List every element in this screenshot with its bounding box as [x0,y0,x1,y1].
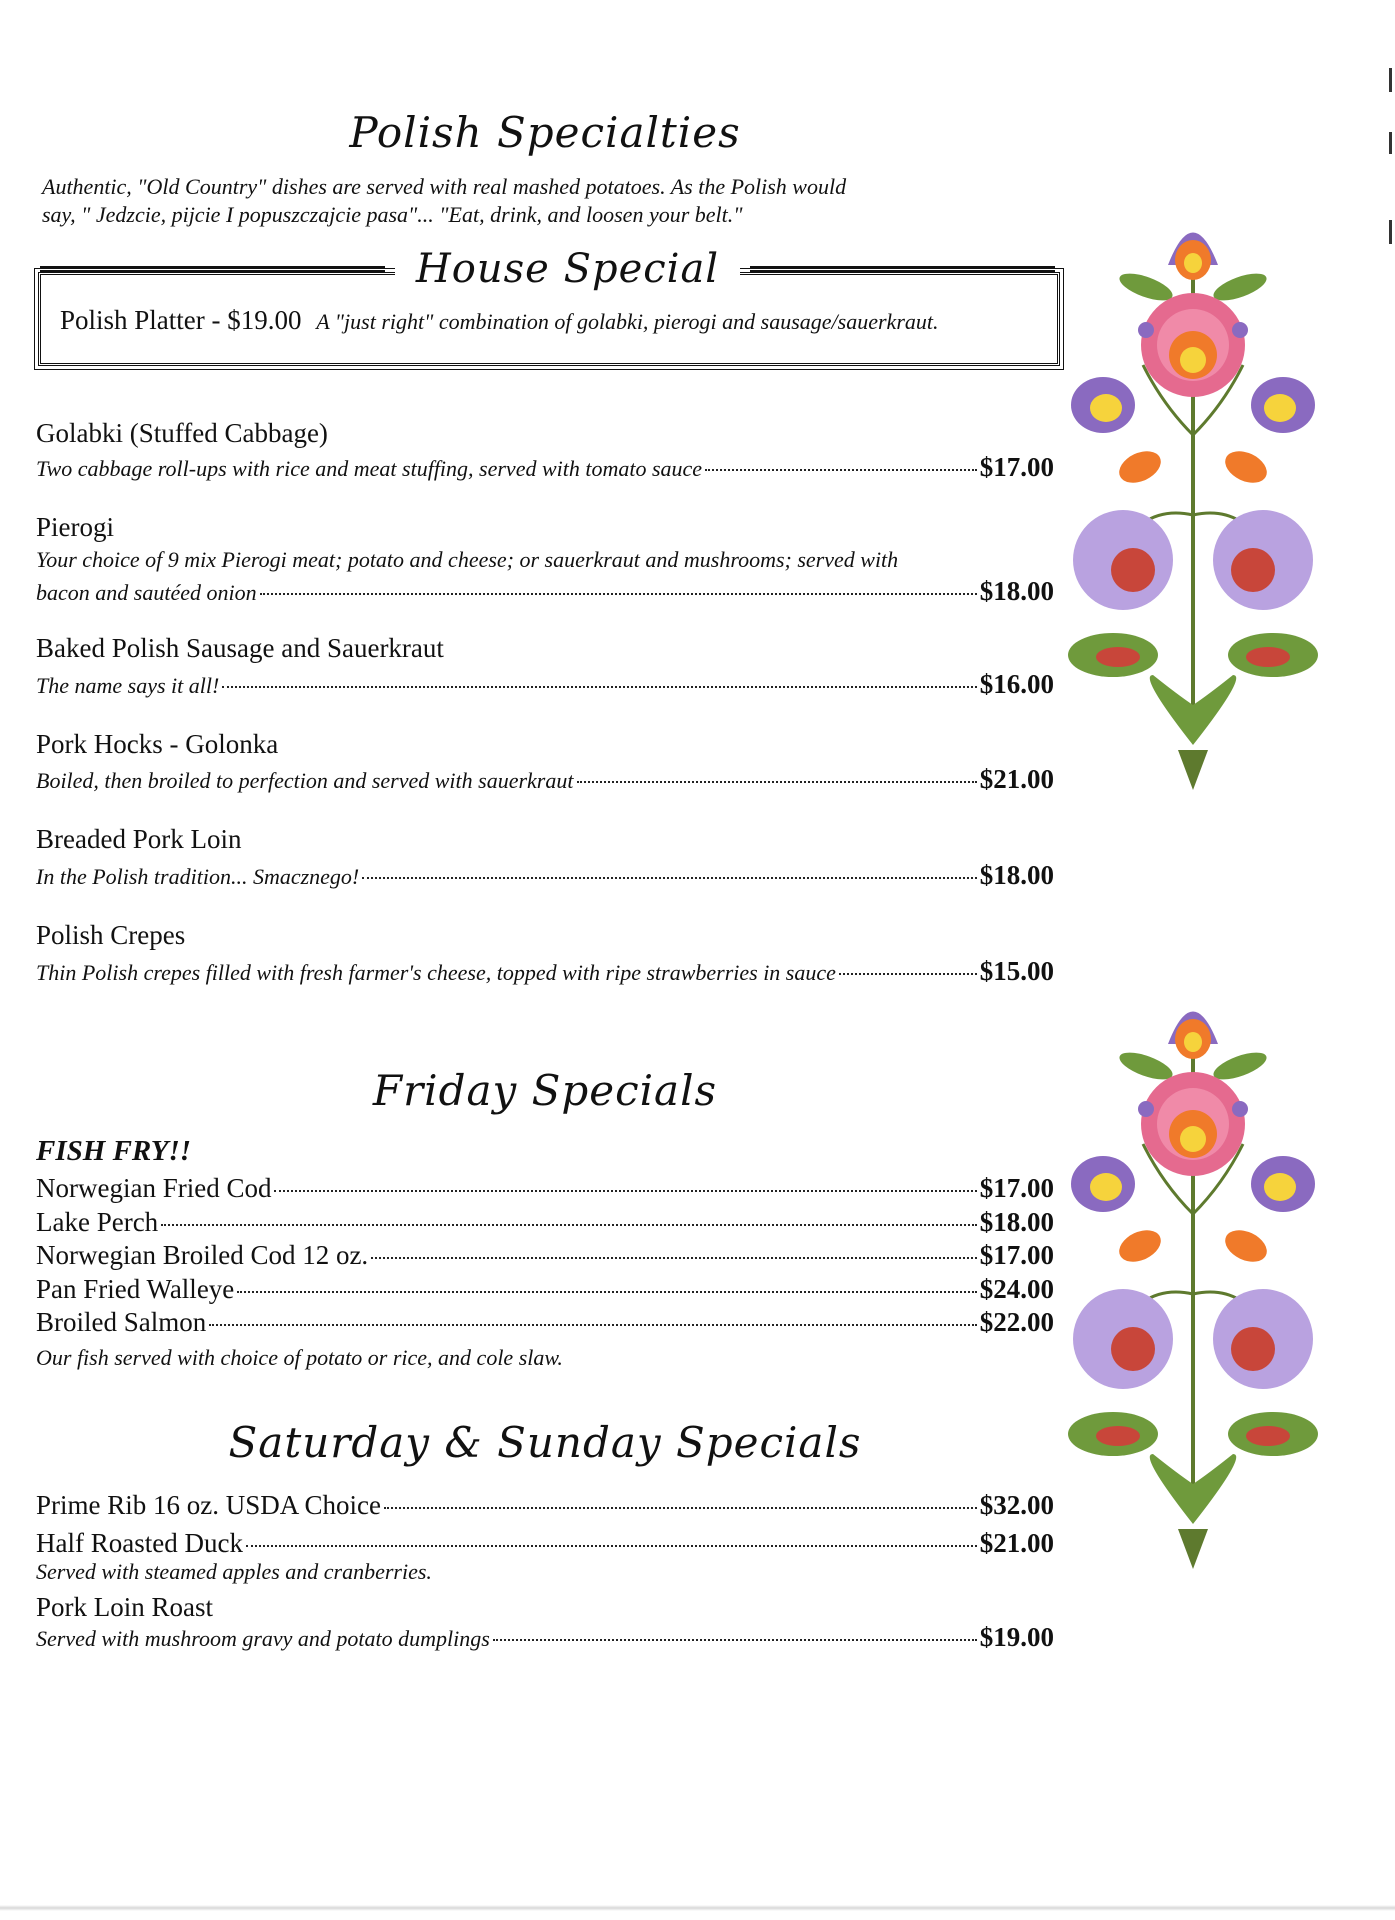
fish-item-name: Norwegian Broiled Cod 12 oz. [36,1240,369,1270]
dot-leader [839,973,977,975]
fish-item-row [36,1274,1054,1305]
fish-item-price: $17.00 [979,1240,1054,1270]
red-bud-icon [1096,647,1140,667]
berry-icon [1138,1101,1154,1117]
red-bud-icon [1220,1224,1272,1268]
fish-item-price: $17.00 [979,1173,1054,1203]
fish-item-name: Pan Fried Walleye [36,1274,235,1304]
weekend-item-price: $21.00 [979,1528,1054,1558]
menu-item-price: $21.00 [979,764,1054,794]
section-title-friday-specials: Friday Specials [372,1066,718,1115]
scan-edge-mark [1389,68,1392,92]
fish-item-name: Lake Perch [36,1207,159,1237]
menu-item-price: $18.00 [979,860,1054,890]
fish-item-row [36,1207,1054,1238]
section-title-polish-specialties: Polish Specialties [349,108,741,157]
red-bud-icon [1246,647,1290,667]
menu-item-description: The name says it all! [36,673,220,698]
dot-leader [705,469,977,471]
menu-item-name: Pork Hocks - Golonka [36,729,279,759]
top-bud-icon [1168,1012,1218,1060]
dot-leader [371,1257,977,1259]
berry-icon [1138,322,1154,338]
floral-ornament-bottom [1068,984,1318,1569]
weekend-item-name: Prime Rib 16 oz. USDA Choice [36,1490,381,1520]
menu-item-price: $18.00 [979,576,1054,606]
scan-bottom-edge [0,1905,1395,1911]
dot-leader [246,1545,977,1547]
house-special-description: A "just right" combination of golabki, pierogi and sausage/sauerkraut. [316,309,939,334]
house-special-rule-left [40,266,385,272]
red-bud-icon [1114,445,1166,489]
weekend-item-name: Pork Loin Roast [36,1592,214,1622]
dot-leader [161,1224,977,1226]
menu-item-price: $17.00 [979,452,1054,482]
weekend-item-note: Served with steamed apples and cranberries. [36,1559,432,1584]
fish-note: Our fish served with choice of potato or rice, and cole slaw. [36,1345,563,1370]
menu-item-price-line [36,576,1054,607]
stem-base-icon [1178,750,1208,790]
pink-flower-icon [1141,1072,1245,1176]
menu-item-price: $16.00 [979,669,1054,699]
fish-item-name: Broiled Salmon [36,1307,207,1337]
red-bud-icon [1096,1426,1140,1446]
scan-edge-mark [1389,132,1392,154]
menu-item-name: Golabki (Stuffed Cabbage) [36,418,328,448]
weekend-item-row [36,1490,1054,1521]
weekend-item-description: Served with mushroom gravy and potato dumplings [36,1626,490,1651]
menu-item-name: Baked Polish Sausage and Sauerkraut [36,633,444,663]
menu-item-name: Pierogi [36,512,114,542]
dot-leader [577,781,977,783]
menu-item-description: In the Polish tradition... Smacznego! [36,864,360,889]
dot-leader [209,1324,977,1326]
house-special-name: Polish Platter - $19.00 [60,305,302,335]
menu-item-price-line [36,764,1054,795]
fish-item-row [36,1307,1054,1338]
menu-item-price: $15.00 [979,956,1054,986]
house-special-rule-right [750,266,1055,272]
lavender-flower-icon [1213,510,1313,610]
red-bud-icon [1220,445,1272,489]
dot-leader [260,593,977,595]
intro-text-line-1: Authentic, "Old Country" dishes are served with real mashed potatoes. As the Polish would [42,174,847,199]
red-bud-icon [1114,1224,1166,1268]
weekend-item-name: Half Roasted Duck [36,1528,243,1558]
house-special-heading: House Special [395,246,740,292]
weekend-item-price: $19.00 [979,1622,1054,1652]
lavender-flower-icon [1213,1289,1313,1389]
lavender-flower-icon [1073,510,1173,610]
purple-side-flower-icon [1251,377,1315,433]
fish-item-price: $22.00 [979,1307,1054,1337]
house-special-item [60,305,939,336]
menu-item-name: Breaded Pork Loin [36,824,242,854]
menu-item-description: bacon and sautéed onion [36,580,257,605]
dot-leader [362,877,977,879]
weekend-item-price-line [36,1622,1054,1653]
section-title-weekend-specials: Saturday & Sunday Specials [228,1418,862,1467]
menu-item-description: Your choice of 9 mix Pierogi meat; potato and cheese; or sauerkraut and mushrooms; served with [36,547,899,572]
menu-item-price-line [36,860,1054,891]
menu-item-name: Polish Crepes [36,920,186,950]
menu-item-price-line [36,956,1054,987]
dot-leader [237,1291,976,1293]
berry-icon [1232,1101,1248,1117]
purple-side-flower-icon [1071,377,1135,433]
purple-side-flower-icon [1251,1156,1315,1212]
fish-item-price: $18.00 [979,1207,1054,1237]
dot-leader [384,1507,977,1509]
dot-leader [493,1639,977,1641]
fish-item-price: $24.00 [979,1274,1054,1304]
dot-leader [222,686,976,688]
weekend-item-row [36,1528,1054,1559]
floral-ornament-top [1068,205,1318,790]
dot-leader [274,1190,976,1192]
lavender-flower-icon [1073,1289,1173,1389]
menu-item-price-line [36,452,1054,483]
top-bud-icon [1168,233,1218,281]
intro-text-line-2: say, " Jedzcie, pijcie I popuszczajcie pasa"... "Eat, drink, and loosen your belt." [42,202,743,227]
red-bud-icon [1246,1426,1290,1446]
berry-icon [1232,322,1248,338]
purple-side-flower-icon [1071,1156,1135,1212]
stem-base-icon [1178,1529,1208,1569]
menu-item-description: Boiled, then broiled to perfection and served with sauerkraut [36,768,574,793]
scan-edge-mark [1389,220,1392,244]
weekend-item-price: $32.00 [979,1490,1054,1520]
menu-item-description: Two cabbage roll-ups with rice and meat stuffing, served with tomato sauce [36,456,703,481]
pink-flower-icon [1141,293,1245,397]
fish-item-row [36,1173,1054,1204]
fish-fry-heading: FISH FRY!! [36,1135,192,1167]
fish-item-name: Norwegian Fried Cod [36,1173,272,1203]
menu-item-description: Thin Polish crepes filled with fresh farmer's cheese, topped with ripe strawberries in sauce [36,960,836,985]
menu-item-price-line [36,669,1054,700]
fish-item-row [36,1240,1054,1271]
